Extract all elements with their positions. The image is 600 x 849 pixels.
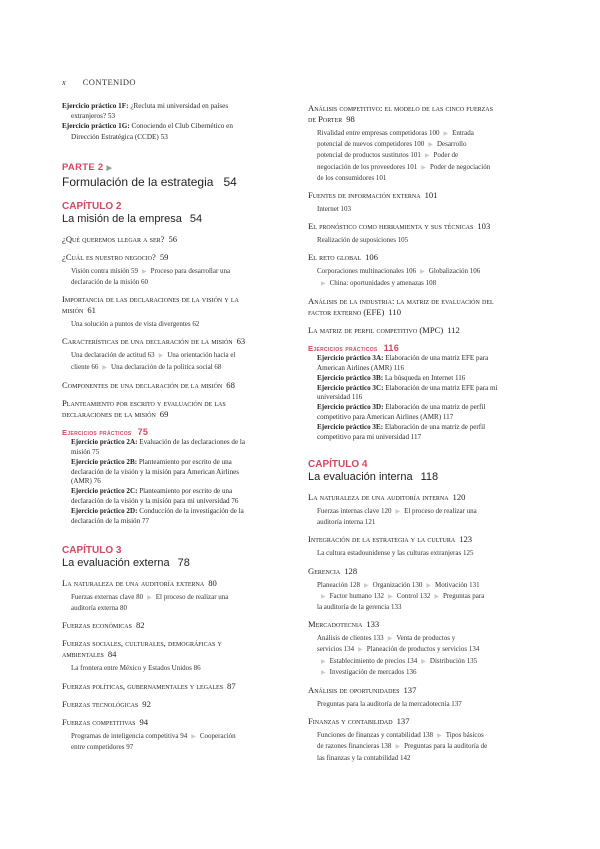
- chapter-4-title: La evaluación interna 118: [308, 470, 439, 483]
- toc-subentry: Corporaciones multinacionales 106 ▶ Globalización 106 ▶ China: oportunidades y amenazas 108: [317, 267, 481, 287]
- toc-entry: Fuerzas tecnológicas 92: [62, 698, 151, 709]
- toc-entry: Finanzas y contabilidad 137: [308, 716, 410, 727]
- triangle-icon: ▶: [387, 636, 393, 643]
- triangle-icon: ▶: [142, 268, 147, 275]
- toc-subentry: La cultura estadounidense y las culturas extranjeras 125: [317, 549, 474, 558]
- toc-entry: ¿Cuál es nuestro negocio? 59: [62, 251, 169, 262]
- chapter-2-label: CAPÍTULO 2: [62, 200, 122, 212]
- chapter-2-title: La misión de la empresa 54: [62, 212, 203, 225]
- toc-entry: ¿Qué queremos llegar a ser? 56: [62, 233, 178, 244]
- chapter-4-label: CAPÍTULO 4: [308, 458, 368, 470]
- triangle-icon: ▶: [358, 647, 363, 654]
- triangle-icon: ▶: [363, 582, 369, 589]
- toc-subentry: Una declaración de actitud 63 ▶ Una orientación hacia el cliente 66 ▶ Una declaración de la política social 68: [71, 351, 236, 371]
- exercise-2a: Ejercicio práctico 2A: Evaluación de las declaraciones de la misión 75: [71, 437, 245, 456]
- triangle-icon: ▶: [437, 733, 442, 740]
- toc-entry: Componentes de una declaración de la misión 68: [62, 379, 235, 390]
- triangle-icon: ▶: [395, 744, 401, 751]
- triangle-icon: ▶: [102, 364, 108, 371]
- triangle-icon: ▶: [321, 280, 326, 287]
- triangle-icon: ▶: [321, 593, 326, 600]
- exercise-3a: Ejercicio práctico 3A: Elaboración de una matriz EFE para American Airlines (AMR) 116: [317, 353, 489, 372]
- triangle-icon: ▶: [421, 164, 426, 171]
- toc-subentry: Visión contra misión 59 ▶ Proceso para desarrollar una declaración de la misión 60: [71, 266, 231, 287]
- toc-subentry: Funciones de finanzas y contabilidad 138 ▶ Tipos básicos de razones financieras 138 ▶ Preguntas para la auditoría de las finanzas y la contabilidad 142: [317, 731, 488, 762]
- toc-entry: Planteamiento por escrito y evaluación de las declaraciones de la misión 69: [62, 397, 226, 419]
- triangle-icon: ▶: [147, 594, 152, 601]
- toc-entry: El pronóstico como herramienta y sus técnicas 103: [308, 221, 491, 232]
- toc-entry: La naturaleza de una auditoría externa 80: [62, 577, 217, 588]
- exercise-3e: Ejercicio práctico 3E: Elaboración de una matriz de perfil competitivo para mi universidad 117: [317, 423, 486, 442]
- triangle-icon: ▶: [424, 153, 430, 160]
- toc-subentry: Realización de suposiciones 105: [317, 236, 409, 245]
- triangle-icon: ▶: [428, 142, 433, 149]
- toc-entry: Fuerzas económicas 82: [62, 620, 145, 631]
- toc-entry: Gerencia 128: [308, 565, 358, 576]
- toc-entry: Fuerzas sociales, culturales, demográficas y ambientales 84: [62, 638, 222, 660]
- toc-entry: Análisis competitivo: el modelo de las cinco fuerzas de Porter 98: [308, 103, 493, 124]
- toc-entry: Características de una declaración de la misión 63: [62, 336, 246, 347]
- toc-entry: La naturaleza de una auditoría interna 120: [308, 491, 466, 502]
- chapter-3-label: CAPÍTULO 3: [62, 544, 122, 556]
- exercise-2b: Ejercicio práctico 2B: Planteamiento por escrito de una declaración de la visión y la misión para American Airlines (AMR) 76: [71, 457, 240, 486]
- triangle-icon: ▶: [158, 353, 164, 360]
- toc-subentry: Fuerzas internas clave 120 ▶ El proceso de realizar una auditoría interna 121: [317, 506, 477, 527]
- triangle-icon: ▶: [443, 131, 449, 137]
- triangle-icon: ▶: [321, 658, 326, 665]
- toc-entry: Análisis de la industria: la matriz de evaluación del factor externo (EFE) 110: [308, 295, 494, 317]
- page-number: x: [62, 77, 67, 87]
- exercise-1f: Ejercicio práctico 1F: ¿Recluta mi universidad en países extranjeros? 53: [62, 102, 229, 121]
- exercise-2c: Ejercicio práctico 2C: Planteamiento por escrito de una declaración de la visión y la misión para mi universidad 76: [71, 487, 239, 506]
- toc-entry: Fuerzas políticas, gubernamentales y legales 87: [62, 680, 236, 691]
- header-title: CONTENIDO: [82, 77, 136, 87]
- toc-subentry: Planeación 128 ▶ Organización 130 ▶ Motivación 131 ▶ Factor humano 132 ▶ Control 132 ▶ Preguntas para la auditoría de la gerencia 133: [317, 580, 485, 611]
- chapter-3-title: La evaluación externa 78: [62, 556, 190, 569]
- toc-subentry: Fuerzas externas clave 80 ▶ El proceso de realizar una auditoría externa 80: [71, 592, 229, 613]
- toc-entry: Mercadotecnia 133: [308, 619, 380, 630]
- toc-subentry: Rivalidad entre empresas competidoras 100 ▶ Entrada potencial de nuevos competidores 100 ▶ Desarrollo potencial de productos sustitutos 101 ▶ Poder de negociación de los proveedores 101 ▶ Poder de negociación de los consumidores 101: [317, 129, 491, 182]
- toc-entry: Importancia de las declaraciones de la visión y la misión 61: [62, 294, 239, 316]
- exercise-1g: Ejercicio práctico 1G: Conociendo el Club Cibernético en Dirección Estratégica (CCDE) 53: [62, 122, 233, 141]
- triangle-icon: ▶: [434, 593, 439, 600]
- part-label: PARTE 2 ▶: [62, 161, 113, 173]
- triangle-icon: ▶: [421, 658, 426, 665]
- toc-entry: Integración de la estrategia y la cultura 123: [308, 534, 473, 545]
- toc-subentry: La frontera entre México y Estados Unidos 86: [71, 664, 201, 673]
- toc-entry: La matriz de perfil competitivo (MPC) 112: [308, 324, 460, 335]
- triangle-icon: ▶: [426, 582, 432, 589]
- exercise-3d: Ejercicio práctico 3D: Elaboración de una matriz de perfil competitivo para American Airlines (AMR) 117: [317, 403, 486, 422]
- toc-subentry: Una solución a puntos de vista divergentes 62: [71, 320, 200, 329]
- toc-entry: Análisis de oportunidades 137: [308, 685, 417, 696]
- toc-entry: Fuentes de información externa 101: [308, 190, 438, 201]
- toc-subentry: Internet 103: [317, 205, 352, 214]
- triangle-icon: ▶: [395, 508, 401, 515]
- right-column: [308, 101, 536, 765]
- triangle-icon: ▶: [321, 669, 326, 676]
- toc-entry: Fuerzas competitivas 94: [62, 716, 149, 727]
- exercise-3c: Ejercicio práctico 3C: Elaboración de una matriz EFE para mi universidad 116: [317, 383, 498, 402]
- toc-subentry: Preguntas para la auditoría de la mercadotecnia 137: [317, 700, 462, 709]
- exercises-heading: Ejercicios prácticos 116: [308, 342, 399, 353]
- toc-subentry: Programas de inteligencia competitiva 94 ▶ Cooperación entre competidores 97: [71, 731, 236, 751]
- part-title: Formulación de la estrategia 54: [62, 174, 237, 189]
- triangle-icon: ▶: [420, 269, 425, 276]
- triangle-icon: ▶: [106, 164, 113, 172]
- triangle-icon: ▶: [388, 593, 393, 600]
- left-column: [62, 101, 280, 754]
- page-header: [62, 77, 136, 87]
- triangle-icon: ▶: [191, 733, 196, 740]
- exercise-2d: Ejercicio práctico 2D: Conducción de la investigación de la declaración de la misión 77: [71, 507, 244, 526]
- exercises-heading: Ejercicios prácticos 75: [62, 426, 149, 437]
- toc-subentry: Análisis de clientes 133 ▶ Venta de productos y servicios 134 ▶ Planeación de productos y servicios 134 ▶ Establecimiento de precios 134 ▶ Distribución 135 ▶ Investigación de mercados 136: [317, 634, 480, 676]
- exercise-3b: Ejercicio práctico 3B: La búsqueda en Internet 116: [317, 373, 466, 382]
- toc-entry: El reto global 106: [308, 252, 378, 263]
